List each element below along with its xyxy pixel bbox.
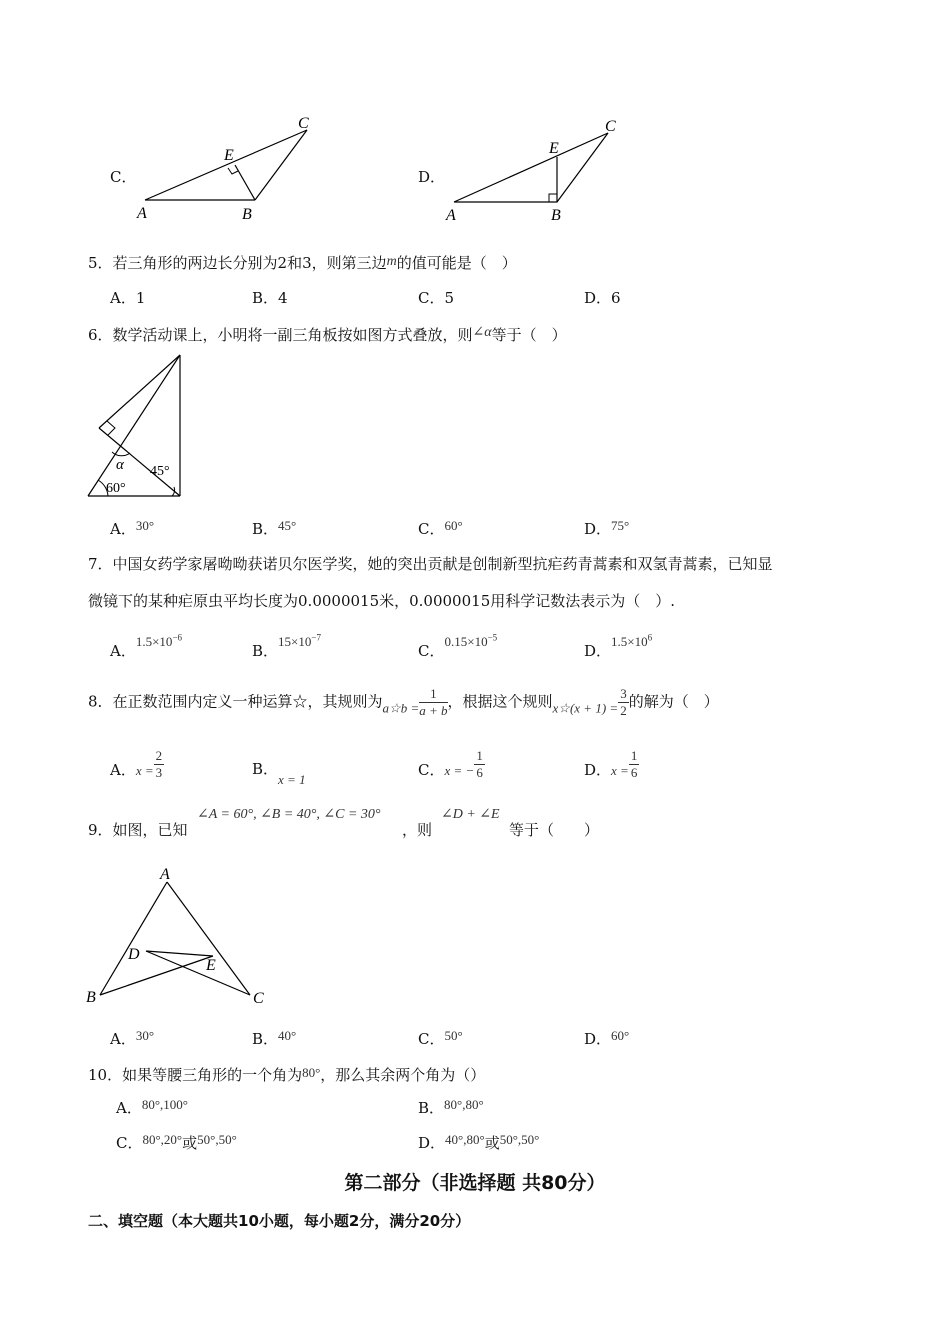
fig-d-label-b: B — [551, 207, 561, 224]
q6-60-label: 60° — [106, 481, 126, 496]
q7-line2: 微镜下的某种疟原虫平均长度为0.0000015米，0.0000015用科学记数法表示为（ ）. — [88, 592, 676, 610]
fig-c-label-a: A — [137, 205, 147, 222]
fig-c-label-e: E — [224, 147, 234, 164]
fig-c-label-b: B — [242, 206, 252, 223]
q9-stem-b: ，则 — [402, 821, 433, 839]
q9-stem-c: 等于（ ） — [509, 821, 600, 839]
q8-option-c: C．x = − $\frac{1}{6}$ — [418, 748, 483, 780]
q5-option-d: D．6 — [584, 289, 621, 307]
q6-option-c: C．60° — [418, 518, 463, 538]
q9-figure — [80, 860, 280, 1010]
q8-stem: 8．在正数范围内定义一种运算☆，其规则为a☆b = $\frac{1}{a + b}$ ，根据这个规则x☆(x + 1) = $\frac{3}{2}$ 的解为（ ） — [88, 686, 719, 718]
q6-45-label: 45° — [150, 464, 170, 479]
q5-stem: 5．若三角形的两边长分别为2和3，则第三边m的值可能是（ ） — [88, 254, 517, 272]
q6-alpha-label: α — [116, 457, 124, 473]
q10-stem: 10．如果等腰三角形的一个角为80°，那么其余两个角为（） — [88, 1065, 486, 1084]
q8-option-a: A．x = $\frac{2}{3}$ — [110, 748, 163, 780]
fig-d-label-c: C — [605, 118, 616, 135]
q10-option-d: D．40°,80°或50°,50° — [418, 1132, 540, 1152]
q9-label-b: B — [86, 989, 96, 1006]
q8-option-d: D．x = $\frac{1}{6}$ — [584, 748, 638, 780]
q10-option-c: C．80°,20°或50°,50° — [116, 1132, 237, 1152]
q6-stem: 6．数学活动课上，小明将一副三角板按如图方式叠放，则∠α等于（ ） — [88, 325, 567, 344]
q10-option-b: B．80°,80° — [418, 1097, 484, 1117]
q9-label-d: D — [128, 946, 140, 963]
part2-title: 第二部分（非选择题 共80分） — [344, 1172, 606, 1194]
q8-option-b: B．x = 1 — [252, 760, 306, 787]
q4-option-d-label: D． — [418, 168, 446, 186]
q6-option-d: D．75° — [584, 518, 630, 538]
q7-line1: 7．中国女药学家屠呦呦获诺贝尔医学奖，她的突出贡献是创制新型抗疟药青蒿素和双氢青蒿素，已知显 — [88, 555, 773, 573]
q5-option-b: B．4 — [252, 289, 288, 307]
q9-option-a: A．30° — [110, 1028, 155, 1048]
fill-blank-section-heading: 二、填空题（本大题共10小题，每小题2分，满分20分） — [88, 1212, 471, 1230]
q6-option-a: A．30° — [110, 518, 155, 538]
fig-d-label-e: E — [549, 140, 559, 157]
q7-option-a: A．$1.5\times 10^{-6}$ — [110, 632, 183, 660]
q6-option-b: B．45° — [252, 518, 297, 538]
q7-option-d: D．$1.5\times 10^6$ — [584, 632, 653, 660]
q4-figure-c — [130, 110, 330, 225]
q9-label-e: E — [206, 957, 216, 974]
q9-ask: ∠D + ∠E — [441, 807, 500, 822]
q9-label-a: A — [160, 866, 170, 883]
q7-option-b: B．$15\times 10^{-7}$ — [252, 632, 321, 660]
q5-option-c: C．5 — [418, 289, 455, 307]
q6-figure — [82, 350, 192, 502]
q9-given: ∠A = 60°, ∠B = 40°, ∠C = 30° — [197, 807, 381, 822]
q7-option-c: C．$0.15\times 10^{-5}$ — [418, 632, 498, 660]
q9-label-c: C — [253, 990, 264, 1007]
q4-figure-d — [440, 110, 640, 225]
q9-option-d: D．60° — [584, 1028, 630, 1048]
q9-stem-a: 9．如图，已知 — [88, 821, 188, 839]
fig-c-label-c: C — [298, 115, 309, 132]
q9-option-b: B．40° — [252, 1028, 297, 1048]
q5-option-a: A．1 — [110, 289, 146, 307]
fig-d-label-a: A — [446, 207, 456, 224]
q9-option-c: C．50° — [418, 1028, 463, 1048]
q10-option-a: A．80°,100° — [116, 1097, 188, 1117]
q4-option-c-label: C． — [110, 168, 137, 186]
